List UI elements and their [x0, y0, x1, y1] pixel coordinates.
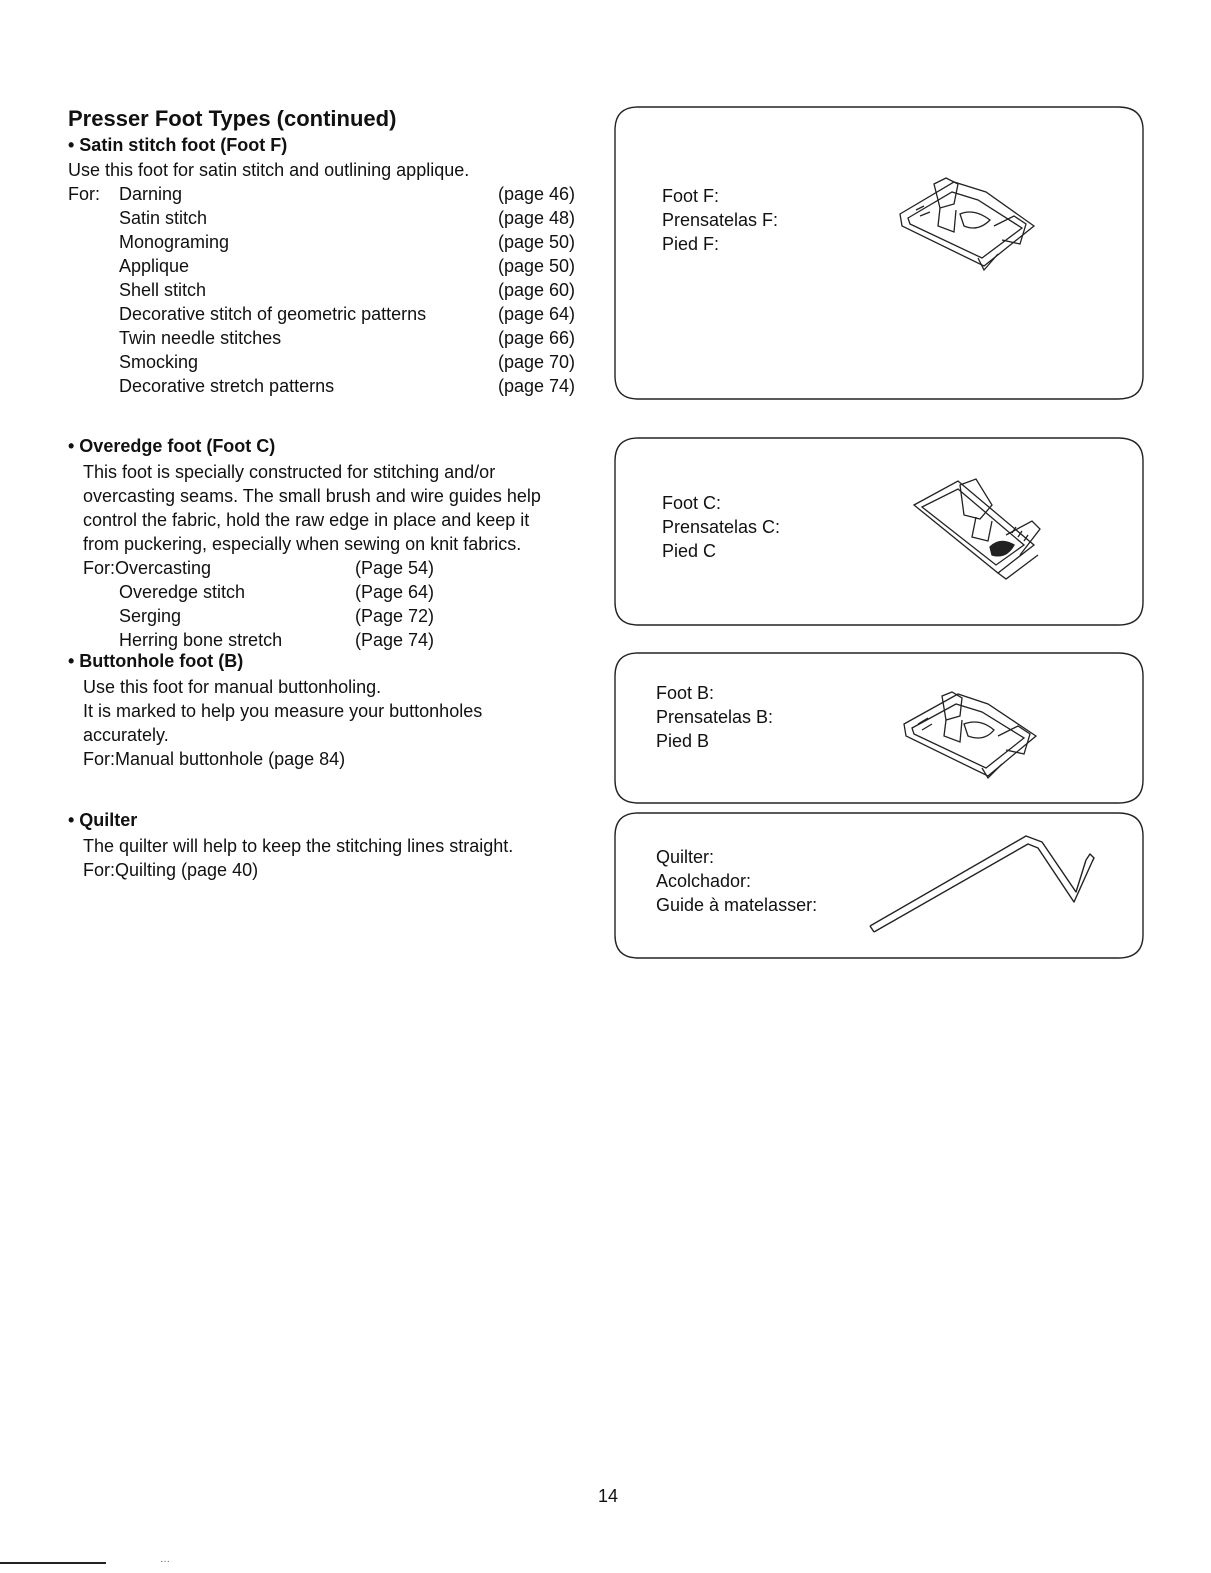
- quilter-labels: [656, 845, 817, 917]
- satin-foot-heading: • Satin stitch foot (Foot F): [68, 135, 288, 155]
- foot-label-es: Prensatelas B:: [656, 707, 774, 727]
- overedge-foot-icon: [910, 475, 1045, 580]
- foot-label-fr: Pied B: [656, 731, 710, 751]
- overedge-foot-heading: • Overedge foot (Foot C): [68, 436, 276, 456]
- quilter-desc-line: For:Quilting (page 40): [83, 860, 259, 880]
- foot-b-box: [614, 652, 1144, 804]
- foot-label-en: Foot C:: [662, 493, 722, 513]
- overedge-desc-line: from puckering, especially when sewing on knit fabrics.: [83, 534, 522, 554]
- list-item: Decorative stitch of geometric patterns (page 64): [119, 304, 576, 324]
- list-item: Smocking (page 70): [119, 352, 576, 372]
- buttonhole-desc-line: Use this foot for manual buttonholing.: [83, 677, 382, 697]
- list-item: Twin needle stitches (page 66): [119, 328, 576, 348]
- quilter-heading: • Quilter: [68, 810, 138, 830]
- quilter-label-fr: Guide à matelasser:: [656, 895, 818, 915]
- foot-f-box: [614, 106, 1144, 400]
- overedge-uses-list: [83, 556, 463, 652]
- overedge-desc-line: This foot is specially constructed for stitching and/or: [83, 462, 496, 482]
- list-item: Monograming (page 50): [119, 232, 576, 252]
- foot-c-labels: [662, 491, 780, 563]
- overedge-desc-line: overcasting seams. The small brush and wire guides help: [83, 486, 541, 506]
- list-item: Satin stitch (page 48): [119, 208, 576, 228]
- page-title: Presser Foot Types (continued): [68, 106, 397, 131]
- list-item: Decorative stretch patterns (page 74): [119, 376, 576, 396]
- list-item: For:Overcasting (Page 54): [83, 558, 435, 578]
- buttonhole-foot-icon: [898, 688, 1043, 780]
- foot-f-labels: [662, 184, 778, 256]
- foot-label-es: Prensatelas F:: [662, 210, 779, 230]
- satin-for-label: For:: [68, 184, 101, 204]
- overedge-desc-line: control the fabric, hold the raw edge in place and keep it: [83, 510, 530, 530]
- satin-foot-description: Use this foot for satin stitch and outlining applique.: [68, 160, 470, 180]
- foot-label-fr: Pied C: [662, 541, 717, 561]
- satin-stitch-foot-icon: [894, 174, 1039, 274]
- foot-b-labels: [656, 681, 773, 753]
- footer-mark: ···: [160, 1556, 170, 1567]
- foot-label-fr: Pied F:: [662, 234, 720, 254]
- foot-label-es: Prensatelas C:: [662, 517, 781, 537]
- satin-uses-list: [119, 182, 589, 398]
- quilter-guide-icon: [866, 826, 1102, 934]
- page-number: 14: [598, 1486, 619, 1506]
- buttonhole-desc-line: accurately.: [83, 725, 169, 745]
- quilter-desc-line: The quilter will help to keep the stitching lines straight.: [83, 836, 514, 856]
- quilter-label-en: Quilter:: [656, 847, 715, 867]
- list-item: Applique (page 50): [119, 256, 576, 276]
- buttonhole-desc-line: It is marked to help you measure your buttonholes: [83, 701, 483, 721]
- footer-rule: [0, 1562, 106, 1564]
- list-item: Herring bone stretch (Page 74): [119, 630, 435, 650]
- list-item: Darning (page 46): [119, 184, 576, 204]
- quilter-box: [614, 812, 1144, 959]
- list-item: Overedge stitch (Page 64): [119, 582, 435, 602]
- foot-label-en: Foot B:: [656, 683, 715, 703]
- quilter-label-es: Acolchador:: [656, 871, 752, 891]
- buttonhole-desc-line: For:Manual buttonhole (page 84): [83, 749, 346, 769]
- foot-label-en: Foot F:: [662, 186, 720, 206]
- list-item: Serging (Page 72): [119, 606, 435, 626]
- foot-c-box: [614, 437, 1144, 626]
- list-item: Shell stitch (page 60): [119, 280, 576, 300]
- buttonhole-foot-heading: • Buttonhole foot (B): [68, 651, 244, 671]
